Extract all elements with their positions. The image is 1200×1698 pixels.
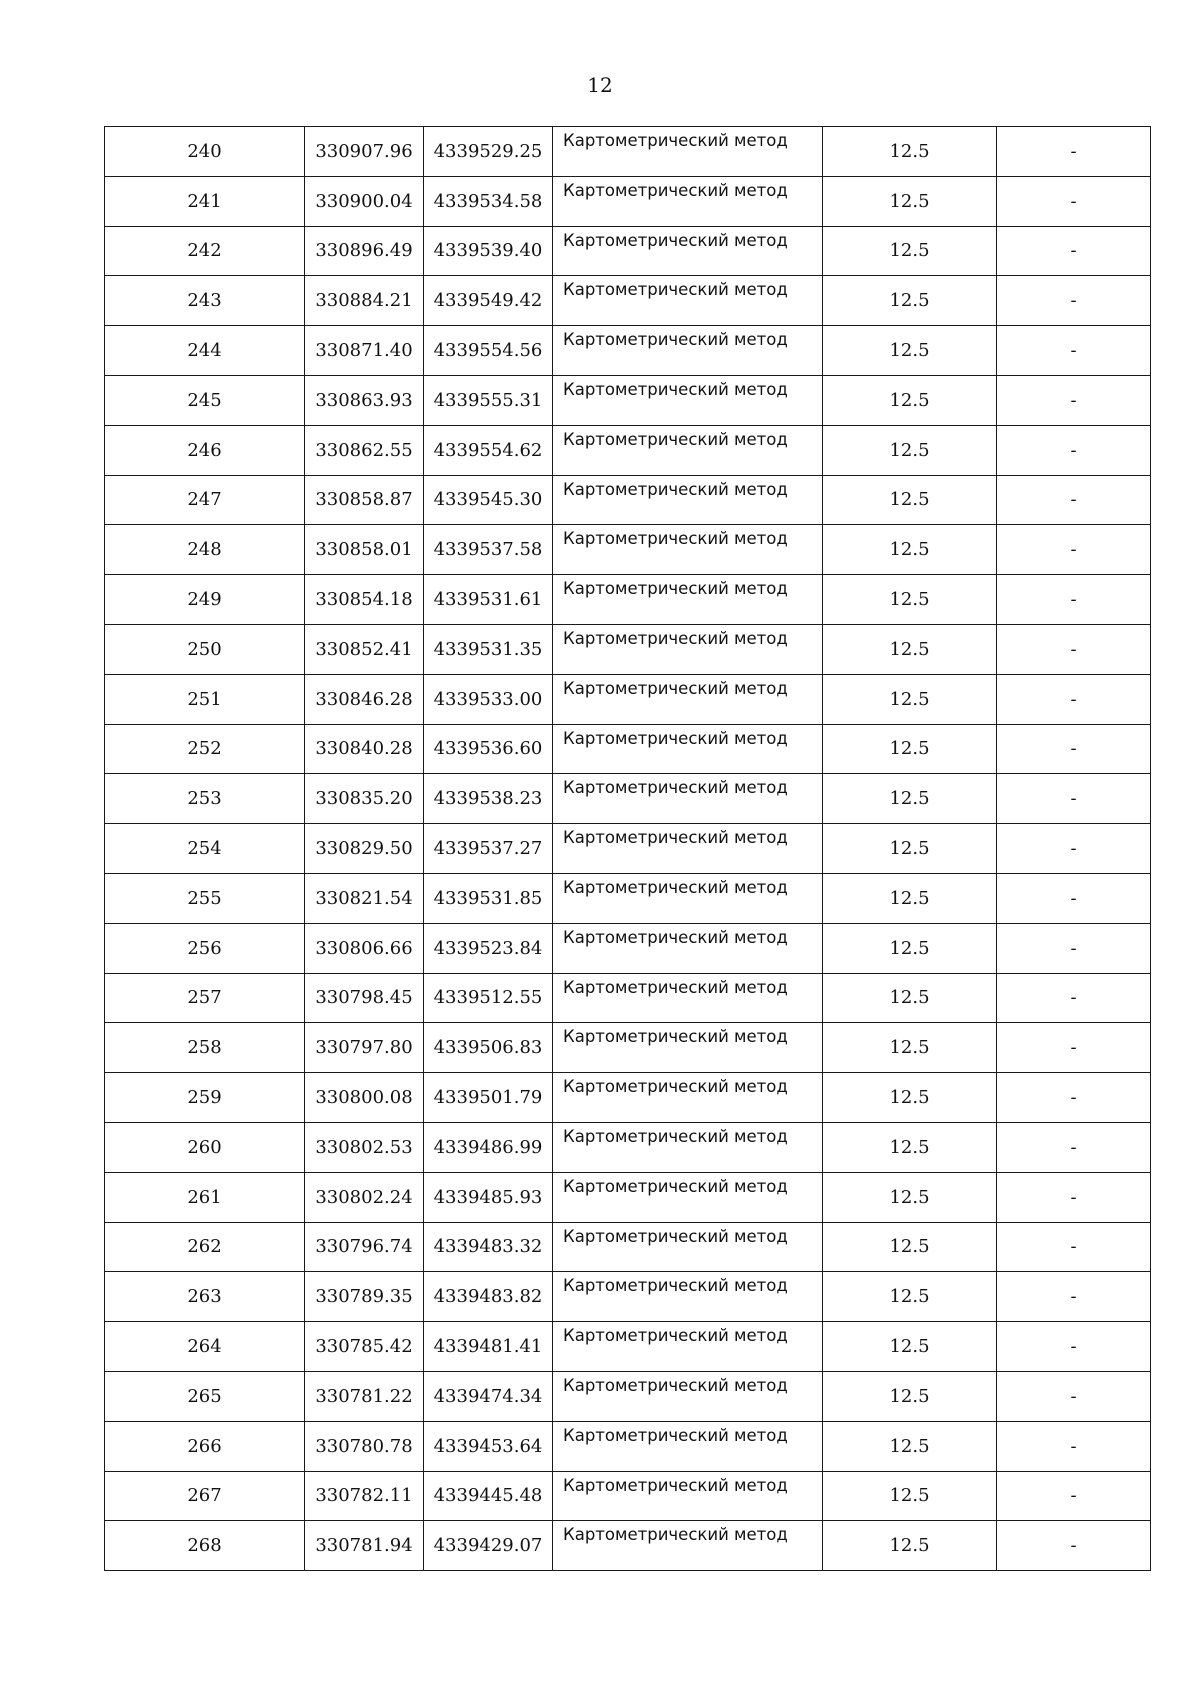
table-row	[105, 674, 1151, 724]
method-cell: Картометрический метод	[553, 1471, 823, 1521]
accuracy-cell: 12.5	[823, 1272, 997, 1322]
description-cell: -	[997, 127, 1151, 177]
x-coordinate-cell: 330840.28	[305, 724, 424, 774]
y-coordinate-cell: 4339539.40	[424, 226, 553, 276]
accuracy-cell: 12.5	[823, 475, 997, 525]
table-row	[105, 1371, 1151, 1421]
y-coordinate-cell: 4339485.93	[424, 1172, 553, 1222]
method-cell: Картометрический метод	[553, 1222, 823, 1272]
x-coordinate-cell: 330900.04	[305, 176, 424, 226]
accuracy-cell: 12.5	[823, 873, 997, 923]
y-coordinate-cell: 4339549.42	[424, 276, 553, 326]
point-number-cell: 261	[105, 1172, 305, 1222]
point-number-cell: 257	[105, 973, 305, 1023]
accuracy-cell: 12.5	[823, 774, 997, 824]
accuracy-cell: 12.5	[823, 674, 997, 724]
accuracy-cell: 12.5	[823, 1122, 997, 1172]
x-coordinate-cell: 330829.50	[305, 824, 424, 874]
method-cell: Картометрический метод	[553, 276, 823, 326]
y-coordinate-cell: 4339429.07	[424, 1521, 553, 1571]
point-number-cell: 259	[105, 1073, 305, 1123]
description-cell: -	[997, 326, 1151, 376]
y-coordinate-cell: 4339486.99	[424, 1122, 553, 1172]
table-row	[105, 1421, 1151, 1471]
table-row	[105, 575, 1151, 625]
y-coordinate-cell: 4339529.25	[424, 127, 553, 177]
y-coordinate-cell: 4339537.27	[424, 824, 553, 874]
x-coordinate-cell: 330871.40	[305, 326, 424, 376]
point-number-cell: 244	[105, 326, 305, 376]
method-cell: Картометрический метод	[553, 724, 823, 774]
description-cell: -	[997, 1023, 1151, 1073]
point-number-cell: 260	[105, 1122, 305, 1172]
method-cell: Картометрический метод	[553, 1371, 823, 1421]
table-row	[105, 873, 1151, 923]
x-coordinate-cell: 330797.80	[305, 1023, 424, 1073]
x-coordinate-cell: 330846.28	[305, 674, 424, 724]
accuracy-cell: 12.5	[823, 1073, 997, 1123]
description-cell: -	[997, 1371, 1151, 1421]
point-number-cell: 248	[105, 525, 305, 575]
point-number-cell: 267	[105, 1471, 305, 1521]
y-coordinate-cell: 4339501.79	[424, 1073, 553, 1123]
table-row	[105, 1471, 1151, 1521]
description-cell: -	[997, 873, 1151, 923]
description-cell: -	[997, 1322, 1151, 1372]
accuracy-cell: 12.5	[823, 176, 997, 226]
point-number-cell: 263	[105, 1272, 305, 1322]
table-row	[105, 824, 1151, 874]
accuracy-cell: 12.5	[823, 226, 997, 276]
point-number-cell: 256	[105, 923, 305, 973]
y-coordinate-cell: 4339483.32	[424, 1222, 553, 1272]
description-cell: -	[997, 674, 1151, 724]
method-cell: Картометрический метод	[553, 1073, 823, 1123]
y-coordinate-cell: 4339545.30	[424, 475, 553, 525]
x-coordinate-cell: 330798.45	[305, 973, 424, 1023]
description-cell: -	[997, 774, 1151, 824]
table-row	[105, 276, 1151, 326]
description-cell: -	[997, 276, 1151, 326]
point-number-cell: 241	[105, 176, 305, 226]
y-coordinate-cell: 4339531.61	[424, 575, 553, 625]
point-number-cell: 253	[105, 774, 305, 824]
accuracy-cell: 12.5	[823, 624, 997, 674]
accuracy-cell: 12.5	[823, 326, 997, 376]
accuracy-cell: 12.5	[823, 824, 997, 874]
accuracy-cell: 12.5	[823, 1521, 997, 1571]
x-coordinate-cell: 330780.78	[305, 1421, 424, 1471]
point-number-cell: 266	[105, 1421, 305, 1471]
accuracy-cell: 12.5	[823, 1222, 997, 1272]
method-cell: Картометрический метод	[553, 973, 823, 1023]
accuracy-cell: 12.5	[823, 276, 997, 326]
description-cell: -	[997, 824, 1151, 874]
table-row	[105, 973, 1151, 1023]
point-number-cell: 243	[105, 276, 305, 326]
table-row	[105, 1521, 1151, 1571]
method-cell: Картометрический метод	[553, 824, 823, 874]
point-number-cell: 245	[105, 375, 305, 425]
table-row	[105, 425, 1151, 475]
y-coordinate-cell: 4339481.41	[424, 1322, 553, 1372]
method-cell: Картометрический метод	[553, 873, 823, 923]
y-coordinate-cell: 4339533.00	[424, 674, 553, 724]
x-coordinate-cell: 330884.21	[305, 276, 424, 326]
method-cell: Картометрический метод	[553, 923, 823, 973]
point-number-cell: 255	[105, 873, 305, 923]
description-cell: -	[997, 375, 1151, 425]
y-coordinate-cell: 4339531.85	[424, 873, 553, 923]
x-coordinate-cell: 330863.93	[305, 375, 424, 425]
x-coordinate-cell: 330796.74	[305, 1222, 424, 1272]
description-cell: -	[997, 624, 1151, 674]
description-cell: -	[997, 1172, 1151, 1222]
x-coordinate-cell: 330852.41	[305, 624, 424, 674]
description-cell: -	[997, 176, 1151, 226]
method-cell: Картометрический метод	[553, 1122, 823, 1172]
y-coordinate-cell: 4339531.35	[424, 624, 553, 674]
accuracy-cell: 12.5	[823, 525, 997, 575]
y-coordinate-cell: 4339523.84	[424, 923, 553, 973]
description-cell: -	[997, 475, 1151, 525]
point-number-cell: 249	[105, 575, 305, 625]
x-coordinate-cell: 330854.18	[305, 575, 424, 625]
description-cell: -	[997, 425, 1151, 475]
point-number-cell: 247	[105, 475, 305, 525]
method-cell: Картометрический метод	[553, 1023, 823, 1073]
table-row	[105, 525, 1151, 575]
accuracy-cell: 12.5	[823, 425, 997, 475]
description-cell: -	[997, 1521, 1151, 1571]
point-number-cell: 258	[105, 1023, 305, 1073]
accuracy-cell: 12.5	[823, 923, 997, 973]
y-coordinate-cell: 4339554.62	[424, 425, 553, 475]
accuracy-cell: 12.5	[823, 575, 997, 625]
method-cell: Картометрический метод	[553, 475, 823, 525]
coordinates-table-body	[105, 127, 1151, 1571]
table-row	[105, 1023, 1151, 1073]
method-cell: Картометрический метод	[553, 127, 823, 177]
table-row	[105, 1122, 1151, 1172]
page-number: 12	[587, 73, 613, 97]
table-row	[105, 127, 1151, 177]
table-row	[105, 1073, 1151, 1123]
description-cell: -	[997, 923, 1151, 973]
method-cell: Картометрический метод	[553, 575, 823, 625]
accuracy-cell: 12.5	[823, 127, 997, 177]
y-coordinate-cell: 4339538.23	[424, 774, 553, 824]
x-coordinate-cell: 330896.49	[305, 226, 424, 276]
accuracy-cell: 12.5	[823, 1471, 997, 1521]
description-cell: -	[997, 226, 1151, 276]
accuracy-cell: 12.5	[823, 973, 997, 1023]
point-number-cell: 251	[105, 674, 305, 724]
x-coordinate-cell: 330781.22	[305, 1371, 424, 1421]
method-cell: Картометрический метод	[553, 1172, 823, 1222]
method-cell: Картометрический метод	[553, 1421, 823, 1471]
x-coordinate-cell: 330789.35	[305, 1272, 424, 1322]
description-cell: -	[997, 575, 1151, 625]
y-coordinate-cell: 4339555.31	[424, 375, 553, 425]
x-coordinate-cell: 330835.20	[305, 774, 424, 824]
table-row	[105, 1222, 1151, 1272]
point-number-cell: 264	[105, 1322, 305, 1372]
accuracy-cell: 12.5	[823, 1322, 997, 1372]
method-cell: Картометрический метод	[553, 1322, 823, 1372]
accuracy-cell: 12.5	[823, 724, 997, 774]
table-row	[105, 326, 1151, 376]
method-cell: Картометрический метод	[553, 425, 823, 475]
y-coordinate-cell: 4339453.64	[424, 1421, 553, 1471]
table-row	[105, 624, 1151, 674]
y-coordinate-cell: 4339445.48	[424, 1471, 553, 1521]
method-cell: Картометрический метод	[553, 176, 823, 226]
x-coordinate-cell: 330907.96	[305, 127, 424, 177]
description-cell: -	[997, 973, 1151, 1023]
table-row	[105, 226, 1151, 276]
y-coordinate-cell: 4339474.34	[424, 1371, 553, 1421]
x-coordinate-cell: 330800.08	[305, 1073, 424, 1123]
method-cell: Картометрический метод	[553, 624, 823, 674]
method-cell: Картометрический метод	[553, 1272, 823, 1322]
description-cell: -	[997, 525, 1151, 575]
point-number-cell: 242	[105, 226, 305, 276]
accuracy-cell: 12.5	[823, 1023, 997, 1073]
description-cell: -	[997, 1122, 1151, 1172]
point-number-cell: 262	[105, 1222, 305, 1272]
point-number-cell: 250	[105, 624, 305, 674]
x-coordinate-cell: 330802.24	[305, 1172, 424, 1222]
method-cell: Картометрический метод	[553, 674, 823, 724]
table-row	[105, 375, 1151, 425]
x-coordinate-cell: 330781.94	[305, 1521, 424, 1571]
x-coordinate-cell: 330806.66	[305, 923, 424, 973]
method-cell: Картометрический метод	[553, 226, 823, 276]
table-row	[105, 1172, 1151, 1222]
table-row	[105, 1322, 1151, 1372]
point-number-cell: 265	[105, 1371, 305, 1421]
point-number-cell: 252	[105, 724, 305, 774]
coordinates-table	[104, 126, 1151, 1571]
point-number-cell: 268	[105, 1521, 305, 1571]
description-cell: -	[997, 1222, 1151, 1272]
description-cell: -	[997, 1272, 1151, 1322]
accuracy-cell: 12.5	[823, 375, 997, 425]
x-coordinate-cell: 330858.87	[305, 475, 424, 525]
method-cell: Картометрический метод	[553, 774, 823, 824]
table-row	[105, 774, 1151, 824]
x-coordinate-cell: 330802.53	[305, 1122, 424, 1172]
method-cell: Картометрический метод	[553, 525, 823, 575]
accuracy-cell: 12.5	[823, 1172, 997, 1222]
y-coordinate-cell: 4339534.58	[424, 176, 553, 226]
table-row	[105, 1272, 1151, 1322]
y-coordinate-cell: 4339537.58	[424, 525, 553, 575]
point-number-cell: 246	[105, 425, 305, 475]
description-cell: -	[997, 724, 1151, 774]
x-coordinate-cell: 330862.55	[305, 425, 424, 475]
y-coordinate-cell: 4339536.60	[424, 724, 553, 774]
table-row	[105, 724, 1151, 774]
point-number-cell: 240	[105, 127, 305, 177]
method-cell: Картометрический метод	[553, 326, 823, 376]
y-coordinate-cell: 4339483.82	[424, 1272, 553, 1322]
table-row	[105, 475, 1151, 525]
x-coordinate-cell: 330782.11	[305, 1471, 424, 1521]
description-cell: -	[997, 1471, 1151, 1521]
x-coordinate-cell: 330821.54	[305, 873, 424, 923]
accuracy-cell: 12.5	[823, 1421, 997, 1471]
table-row	[105, 923, 1151, 973]
method-cell: Картометрический метод	[553, 1521, 823, 1571]
description-cell: -	[997, 1421, 1151, 1471]
x-coordinate-cell: 330858.01	[305, 525, 424, 575]
y-coordinate-cell: 4339512.55	[424, 973, 553, 1023]
description-cell: -	[997, 1073, 1151, 1123]
x-coordinate-cell: 330785.42	[305, 1322, 424, 1372]
y-coordinate-cell: 4339554.56	[424, 326, 553, 376]
method-cell: Картометрический метод	[553, 375, 823, 425]
accuracy-cell: 12.5	[823, 1371, 997, 1421]
y-coordinate-cell: 4339506.83	[424, 1023, 553, 1073]
point-number-cell: 254	[105, 824, 305, 874]
table-row	[105, 176, 1151, 226]
